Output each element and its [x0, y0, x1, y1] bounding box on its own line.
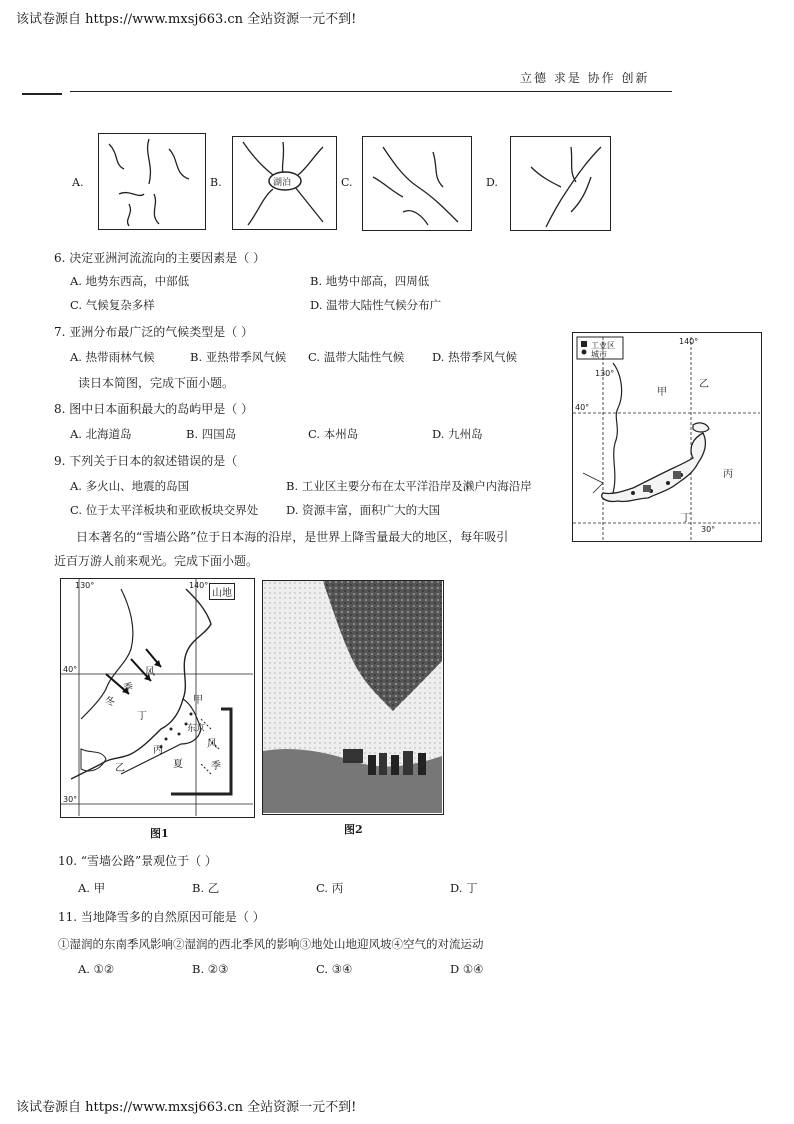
- q5-option-d-label: D.: [486, 176, 498, 189]
- figure1-label-ji2: 季: [211, 761, 221, 772]
- intro-japan: 读日本简图，完成下面小题。: [78, 376, 235, 390]
- q11-choices-line: ①湿润的东南季风影响②湿润的西北季风的影响③地处山地迎风坡④空气的对流运动: [58, 937, 484, 951]
- japan-map-lon: 140°: [679, 337, 699, 346]
- q10-option-b: B. 乙: [192, 881, 220, 895]
- q6-option-d: D. 温带大陆性气候分布广: [310, 298, 442, 312]
- q7-option-b: B. 亚热带季风气候: [190, 350, 287, 364]
- figure1-label-xia: 夏: [173, 759, 183, 770]
- figure1-lon140: 140°: [189, 581, 209, 590]
- q8-option-d: D. 九州岛: [432, 427, 483, 441]
- q7-option-d: D. 热带季风气候: [432, 350, 518, 364]
- figure1-label-jia: 甲: [193, 695, 203, 706]
- figure1-label-yi: 乙: [115, 763, 125, 774]
- japan-map-label-bing: 丙: [723, 469, 733, 480]
- q5-option-a-map: [98, 133, 206, 230]
- figure1-lat40: 40°: [63, 665, 78, 674]
- q8-option-b: B. 四国岛: [186, 427, 237, 441]
- q5-option-b-map: [232, 136, 337, 230]
- q10-option-d: D. 丁: [450, 881, 478, 895]
- q9-stem: 9. 下列关于日本的叙述错误的是（: [54, 454, 238, 468]
- q11-option-d: D ①④: [450, 962, 484, 976]
- q8-option-c: C. 本州岛: [308, 427, 359, 441]
- lake-label: 湖泊: [273, 178, 292, 188]
- q9-option-d: D. 资源丰富，面积广大的大国: [286, 503, 441, 517]
- figure2-caption: 图2: [344, 823, 363, 836]
- header-rule: [70, 91, 672, 92]
- q7-option-a: A. 热带雨林气候: [70, 350, 155, 364]
- q5-option-d-map: [510, 136, 611, 231]
- q11-option-b: B. ②③: [192, 962, 229, 976]
- q11-option-c: C. ③④: [316, 962, 353, 976]
- q6-stem: 6. 决定亚洲河流流向的主要因素是（ ）: [54, 251, 266, 265]
- figure1-lat30: 30°: [63, 795, 78, 804]
- q11-stem: 11. 当地降雪多的自然原因可能是（ ）: [58, 910, 265, 924]
- header-motto: 立德 求是 协作 创新: [520, 71, 650, 85]
- q6-option-c: C. 气候复杂多样: [70, 298, 155, 312]
- japan-map-lat30: 30°: [701, 525, 716, 534]
- japan-map-label-jia: 甲: [657, 387, 667, 398]
- q10-stem: 10. “雪墙公路”景观位于（ ）: [58, 854, 217, 868]
- q8-option-a: A. 北海道岛: [70, 427, 132, 441]
- figure1-label-feng2: 风: [207, 739, 217, 750]
- q9-option-c: C. 位于太平洋板块和亚欧板块交界处: [70, 503, 259, 517]
- japan-map-legend2: 城市: [591, 350, 607, 359]
- q10-option-a: A. 甲: [78, 881, 106, 895]
- intro-snow-line1: 日本著名的“雪墙公路”位于日本海的沿岸，是世界上降雪量最大的地区，每年吸引: [76, 530, 509, 544]
- figure1-caption: 图1: [150, 827, 169, 840]
- japan-map-lon130: 130°: [595, 369, 615, 378]
- figure1-lon130: 130°: [75, 581, 95, 590]
- watermark-bottom: 该试卷源自 https://www.mxsj663.cn 全站资源一元不到!: [16, 1100, 357, 1115]
- figure2-photo: [262, 580, 444, 815]
- figure1-label-ding: 丁: [137, 711, 147, 722]
- japan-map-label-ding: 丁: [681, 513, 691, 524]
- q9-option-a: A. 多火山、地震的岛国: [70, 479, 190, 493]
- japan-map-lat40: 40°: [575, 403, 590, 412]
- figure1-label-bing: 丙: [153, 745, 163, 756]
- q11-option-a: A. ①②: [78, 962, 115, 976]
- q8-stem: 8. 图中日本面积最大的岛屿甲是（ ）: [54, 402, 254, 416]
- q6-option-a: A. 地势东西高，中部低: [70, 274, 190, 288]
- q9-option-b: B. 工业区主要分布在太平洋沿岸及濑户内海沿岸: [286, 479, 532, 493]
- watermark-top: 该试卷源自 https://www.mxsj663.cn 全站资源一元不到!: [16, 12, 357, 27]
- figure1-label-dong: 冬: [105, 697, 115, 708]
- q7-option-c: C. 温带大陆性气候: [308, 350, 405, 364]
- figure1-label-feng1: 风: [145, 667, 155, 678]
- figure1-label-tokyo: 东京: [187, 724, 206, 734]
- japan-map-legend: 工业区: [591, 341, 615, 350]
- q6-option-b: B. 地势中部高，四周低: [310, 274, 430, 288]
- q10-option-c: C. 丙: [316, 881, 344, 895]
- header-rule-left: [22, 93, 62, 95]
- figure1-label-ji1: 季: [123, 683, 133, 694]
- figure1-legend: 山地: [209, 583, 235, 600]
- q5-option-a-label: A.: [72, 176, 84, 189]
- q5-option-c-map: [362, 136, 472, 231]
- q7-stem: 7. 亚洲分布最广泛的气候类型是（ ）: [54, 325, 254, 339]
- japan-map: [572, 332, 762, 542]
- q5-option-b-label: B.: [210, 176, 222, 189]
- japan-map-label-yi: 乙: [699, 379, 709, 390]
- q5-option-c-label: C.: [341, 176, 353, 189]
- figure1-map: [60, 578, 255, 818]
- intro-snow-line2: 近百万游人前来观光。完成下面小题。: [54, 554, 259, 568]
